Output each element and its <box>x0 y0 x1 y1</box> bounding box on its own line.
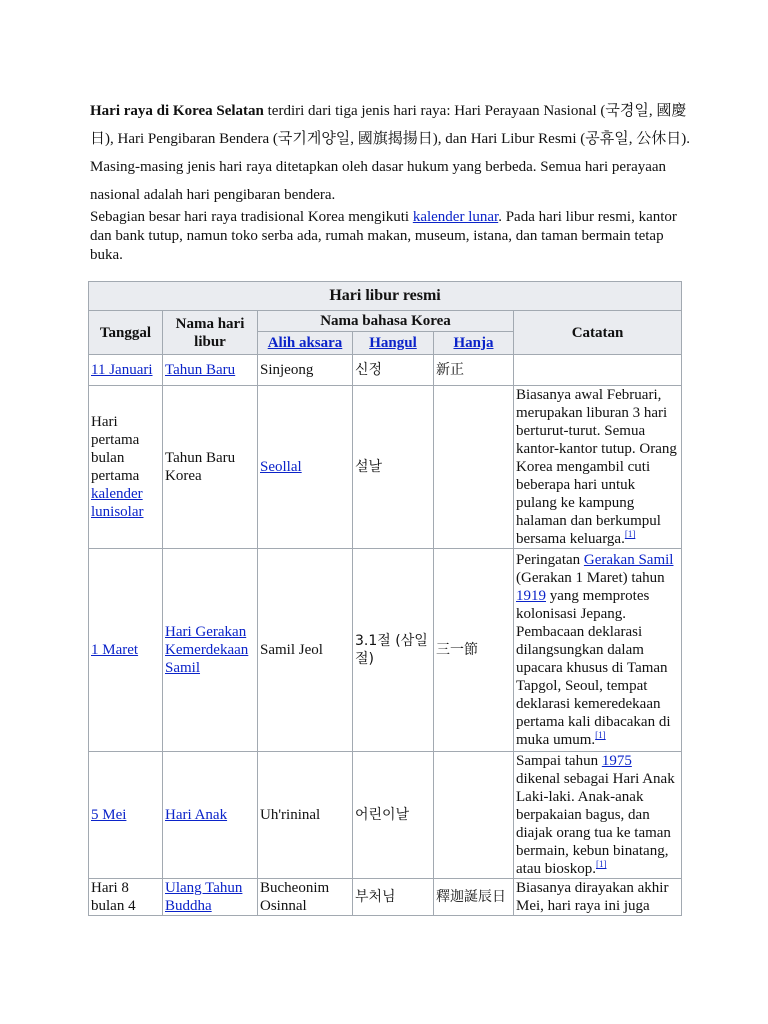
tanggal-link[interactable]: 1 Maret <box>91 642 139 658</box>
cell-tanggal <box>89 549 163 752</box>
intro-paragraph <box>90 97 690 209</box>
cell-hangul: 설날 <box>353 386 434 549</box>
cell-alih <box>258 386 353 549</box>
cell-nama: Tahun Baru Korea <box>163 386 258 549</box>
catatan-text: (Gerakan 1 Maret) tahun <box>516 570 665 586</box>
hangul-link[interactable]: Hangul <box>369 335 417 351</box>
tanggal-link[interactable]: 5 Mei <box>91 807 127 823</box>
cell-hanja <box>434 386 514 549</box>
cell-hangul: 어린이날 <box>353 752 434 879</box>
nama-link[interactable]: Hari Gerakan Kemerdekaan Samil <box>165 624 249 676</box>
cell-hanja <box>434 752 514 879</box>
cell-tanggal <box>89 355 163 386</box>
catatan-text: yang memprotes kolonisasi Jepang. Pembacaan deklarasi dilangsungkan dalam upacara khusus di Taman Tapgol, Seoul, tempat deklarasi kemeredekaan pertama kali dibacakan di muka umum. <box>516 588 671 748</box>
cell-nama <box>163 355 258 386</box>
tanggal-text: Hari pertama bulan pertama <box>91 414 140 484</box>
table-caption: Hari libur resmi <box>89 282 682 311</box>
header-nama: Nama hari libur <box>163 311 258 355</box>
cell-catatan <box>514 386 682 549</box>
table-row <box>89 355 682 386</box>
catatan-text: Sampai tahun <box>516 753 602 769</box>
cell-catatan: Biasanya dirayakan akhir Mei, hari raya ini juga <box>514 879 682 916</box>
cell-hangul: 신정 <box>353 355 434 386</box>
reference-link[interactable]: [1] <box>595 730 606 740</box>
reference-link[interactable]: [1] <box>596 859 607 869</box>
lunar-paragraph <box>90 208 690 265</box>
cell-catatan <box>514 355 682 386</box>
table-row <box>89 549 682 752</box>
table-row <box>89 879 682 916</box>
cell-hangul: 3.1절 (삼일절) <box>353 549 434 752</box>
header-catatan: Catatan <box>514 311 682 355</box>
gerakan-samil-link[interactable]: Gerakan Samil <box>583 552 674 568</box>
kalender-lunar-link[interactable]: kalender lunar <box>412 209 499 225</box>
cell-nama <box>163 549 258 752</box>
cell-catatan <box>514 752 682 879</box>
reference-link[interactable]: [1] <box>624 529 636 539</box>
cell-tanggal: Hari 8 bulan 4 <box>89 879 163 916</box>
nama-link[interactable]: Tahun Baru <box>165 362 236 378</box>
nama-link[interactable]: Ulang Tahun Buddha <box>165 880 243 914</box>
table-row <box>89 752 682 879</box>
cell-nama <box>163 752 258 879</box>
cell-alih: Sinjeong <box>258 355 353 386</box>
lunar-text-before: Sebagian besar hari raya tradisional Korea mengikuti <box>90 209 413 225</box>
cell-hanja: 新正 <box>434 355 514 386</box>
cell-tanggal <box>89 752 163 879</box>
tanggal-link[interactable]: 11 Januari <box>91 362 153 378</box>
cell-nama <box>163 879 258 916</box>
header-bahasa: Nama bahasa Korea <box>258 311 514 332</box>
header-tanggal: Tanggal <box>89 311 163 355</box>
cell-alih: Samil Jeol <box>258 549 353 752</box>
catatan-text: dikenal sebagai Hari Anak Laki-laki. Anak-anak berpakaian bagus, dan diajak orang tua ke taman bermain, kebun binatang, atau bioskop. <box>516 771 675 877</box>
alih-link[interactable]: Seollal <box>260 459 302 475</box>
header-hangul <box>353 332 434 355</box>
cell-catatan <box>514 549 682 752</box>
hanja-link[interactable]: Hanja <box>453 335 494 351</box>
year-1975-link[interactable]: 1975 <box>601 753 632 769</box>
table-row <box>89 386 682 549</box>
cell-alih: Uh'rininal <box>258 752 353 879</box>
intro-title: Hari raya di Korea Selatan <box>90 103 264 119</box>
year-1919-link[interactable]: 1919 <box>516 588 546 604</box>
catatan-text: Biasanya awal Februari, merupakan liburan 3 hari berturut-turut. Semua kantor-kantor tutup. Orang Korea mengambil cuti beberapa hari untuk pulang ke kampung halaman dan berkumpul bersama keluarga. <box>516 387 677 547</box>
header-hanja <box>434 332 514 355</box>
catatan-text: Peringatan <box>516 552 584 568</box>
cell-alih: Bucheonim Osinnal <box>258 879 353 916</box>
cell-hanja: 釋迦誕辰日 <box>434 879 514 916</box>
nama-link[interactable]: Hari Anak <box>165 807 228 823</box>
lunar-text-after: . Pada hari libur resmi, kantor dan bank tutup, namun toko serba ada, rumah makan, museum, istana, dan taman bermain tetap buka. <box>90 209 677 263</box>
cell-hangul: 부처님 <box>353 879 434 916</box>
intro-text: terdiri dari tiga jenis hari raya: Hari Perayaan Nasional (국경일, 國慶日), Hari Pengibaran Bendera (국기게양일, 國旗揭揚日), dan Hari Libur Resmi (공휴일, 公休日). Masing-masing jenis hari raya ditetapkan oleh dasar hukum yang berbeda. Semua hari perayaan nasional adalah hari pengibaran bendera. <box>90 103 690 203</box>
cell-tanggal <box>89 386 163 549</box>
alih-aksara-link[interactable]: Alih aksara <box>267 335 343 351</box>
cell-hanja: 三一節 <box>434 549 514 752</box>
tanggal-link[interactable]: kalender lunisolar <box>91 486 144 520</box>
header-alih <box>258 332 353 355</box>
holiday-table <box>88 281 682 916</box>
